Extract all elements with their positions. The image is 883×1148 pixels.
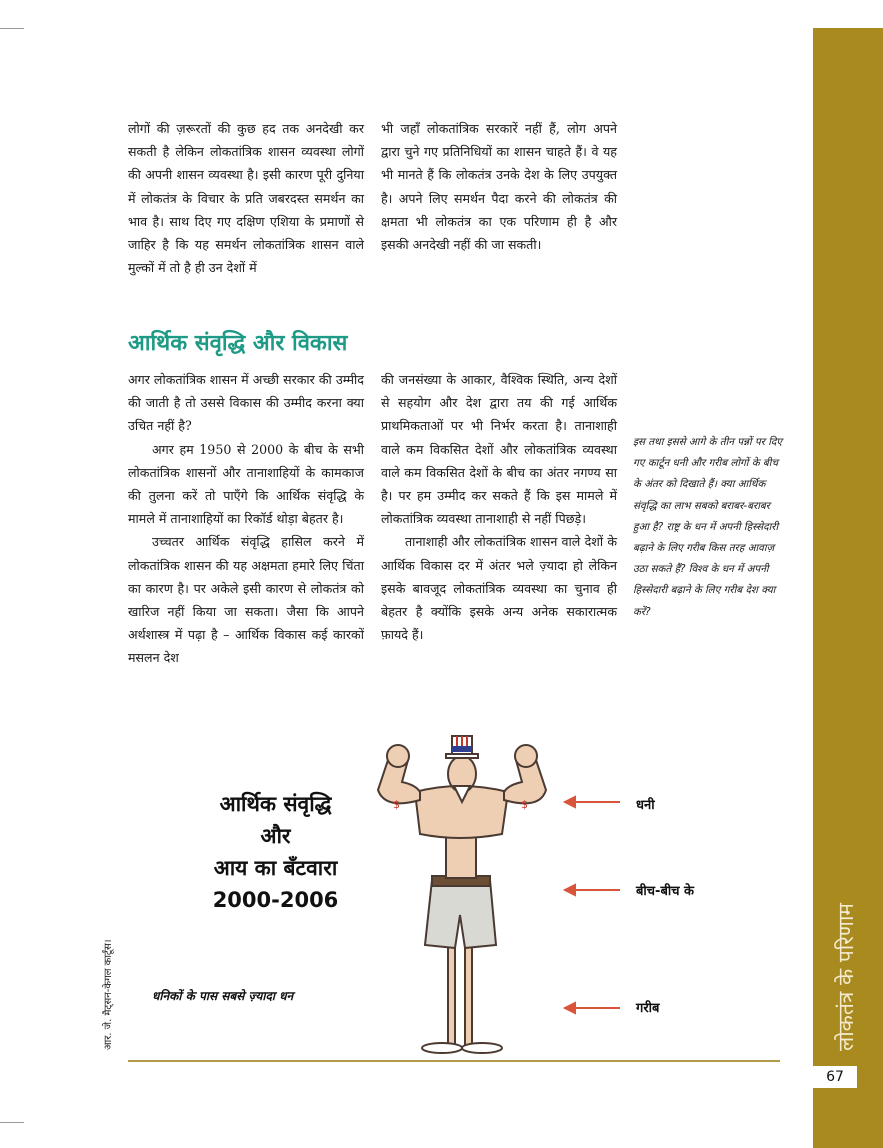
cartoon-caption: धनिकों के पास सबसे ज़्यादा धन xyxy=(152,989,294,1003)
chapter-title-vertical: लोकतंत्र के परिणाम xyxy=(834,903,858,1051)
arrow-rich-head xyxy=(565,797,575,807)
label-arrows xyxy=(565,797,620,1013)
right-bicep-dollar: $ xyxy=(521,798,528,811)
paragraph-conclusion: तानाशाही और लोकतांत्रिक शासन वाले देशों के आर्थिक विकास दर में अंतर भले ज़्यादा हो लेकिन इसके बावजूद लोकतांत्रिक व्यवस्था का चुनाव ही बेहतर है क्योंकि इसके अन्य अनेक सकारात्मक फ़ायदे हैं। xyxy=(381,534,617,643)
main-column-right xyxy=(381,368,617,646)
crop-mark-top xyxy=(0,28,24,29)
cartoon-figure xyxy=(378,736,546,1053)
figure-shorts xyxy=(425,880,496,948)
figure-right-fist xyxy=(515,745,537,767)
page-number: 67 xyxy=(813,1066,857,1088)
figure-left-leg xyxy=(448,945,455,1045)
intro-paragraph-left: लोगों की ज़रूरतों की कुछ हद तक अनदेखी कर सकती है लेकिन लोकतांत्रिक शासन व्यवस्था लोगों की अपनी शासन व्यवस्था है। इसी कारण पूरी दुनिया में लोकतंत्र के विचार के प्रति जबरदस्त समर्थन का भाव है। साथ दिए गए दक्षिण एशिया के प्रमाणों से जाहिर है कि यह समर्थन लोकतांत्रिक शासन वाले मुल्कों में तो है ही उन देशों में xyxy=(128,121,364,276)
figure-left-foot xyxy=(422,1043,462,1053)
label-poor: गरीब xyxy=(636,1001,660,1016)
left-bicep-dollar: $ xyxy=(393,798,400,811)
figure-right-leg xyxy=(465,945,472,1045)
section-heading: आर्थिक संवृद्धि और विकास xyxy=(128,331,348,356)
hat-band xyxy=(452,746,472,752)
intro-column-left xyxy=(128,117,364,279)
label-rich: धनी xyxy=(636,798,655,813)
main-column-left xyxy=(128,368,364,670)
cartoon-title-line3: आय का बँटवारा xyxy=(213,856,338,880)
margin-note: इस तथा इससे आगे के तीन पन्नों पर दिए गए कार्टून धनी और गरीब लोगों के बीच के अंतर को दिखाते हैं। क्या आर्थिक संवृद्धि का लाभ सबको बराबर-बराबर हुआ है? राष्ट्र के धन में अपनी हिस्सेदारी बढ़ाने के लिए गरीब किस तरह आवाज़ उठा सकते हैं? विश्व के धन में अपनी हिस्सेदारी बढ़ाने के लिए गरीब देश क्या करें? xyxy=(633,436,783,618)
label-middle: बीच-बीच के xyxy=(636,884,694,899)
crop-mark-bottom xyxy=(0,1122,24,1123)
cartoon-title-years: 2000-2006 xyxy=(212,888,339,912)
bottom-rule xyxy=(128,1060,780,1062)
arrow-poor-head xyxy=(565,1003,575,1013)
cartoon-title-line2: और xyxy=(260,824,291,848)
paragraph-question: अगर लोकतांत्रिक शासन में अच्छी सरकार की उम्मीद की जाती है तो उससे विकास की उम्मीद करना क्या उचित नहीं है? xyxy=(128,372,364,434)
figure-right-foot xyxy=(462,1043,502,1053)
cartoon-title-line1: आर्थिक संवृद्धि xyxy=(219,792,332,816)
intro-column-right xyxy=(381,117,617,256)
intro-paragraph-right: भी जहाँ लोकतांत्रिक सरकारें नहीं हैं, लोग अपने द्वारा चुने गए प्रतिनिधियों का शासन चाहते हैं। वे यह भी मानते हैं कि लोकतंत्र उनके देश के लिए उपयुक्त है। अपने लिए समर्थन पैदा करने की लोकतंत्र की क्षमता भी लोकतंत्र का एक परिणाम ही है और इसकी अनदेखी नहीं की जा सकती। xyxy=(381,121,617,253)
paragraph-factors: की जनसंख्या के आकार, वैश्विक स्थिति, अन्य देशों से सहयोग और देश द्वारा तय की गई आर्थिक प्राथमिकताओं पर भी निर्भर करता है। तानाशाही वाले कम विकसित देशों और लोकतांत्रिक व्यवस्था वाले कम विकसित देशों के बीच का अंतर नगण्य सा है। पर हम उम्मीद कर सकते हैं कि इस मामले में लोकतांत्रिक व्यवस्था तानाशाही से नहीं पिछड़े। xyxy=(381,372,617,527)
paragraph-concern: उच्चतर आर्थिक संवृद्धि हासिल करने में लोकतांत्रिक शासन की यह अक्षमता हमारे लिए चिंता का कारण है। पर अकेले इसी कारण से लोकतंत्र को खारिज नहीं किया जा सकता। जैसा कि आपने अर्थशास्त्र में पढ़ा है – आर्थिक विकास कई कारकों मसलन देश xyxy=(128,534,364,666)
paragraph-comparison: अगर हम 1950 से 2000 के बीच के सभी लोकतांत्रिक शासनों और तानाशाहियों के कामकाज की तुलना करें तो पाएँगे कि आर्थिक संवृद्धि के मामले में तानाशाहियों का रिकॉर्ड थोड़ा बेहतर है। xyxy=(128,441,364,527)
arrow-middle-head xyxy=(565,885,575,895)
figure-left-fist xyxy=(387,745,409,767)
cartoon-title xyxy=(193,788,358,916)
